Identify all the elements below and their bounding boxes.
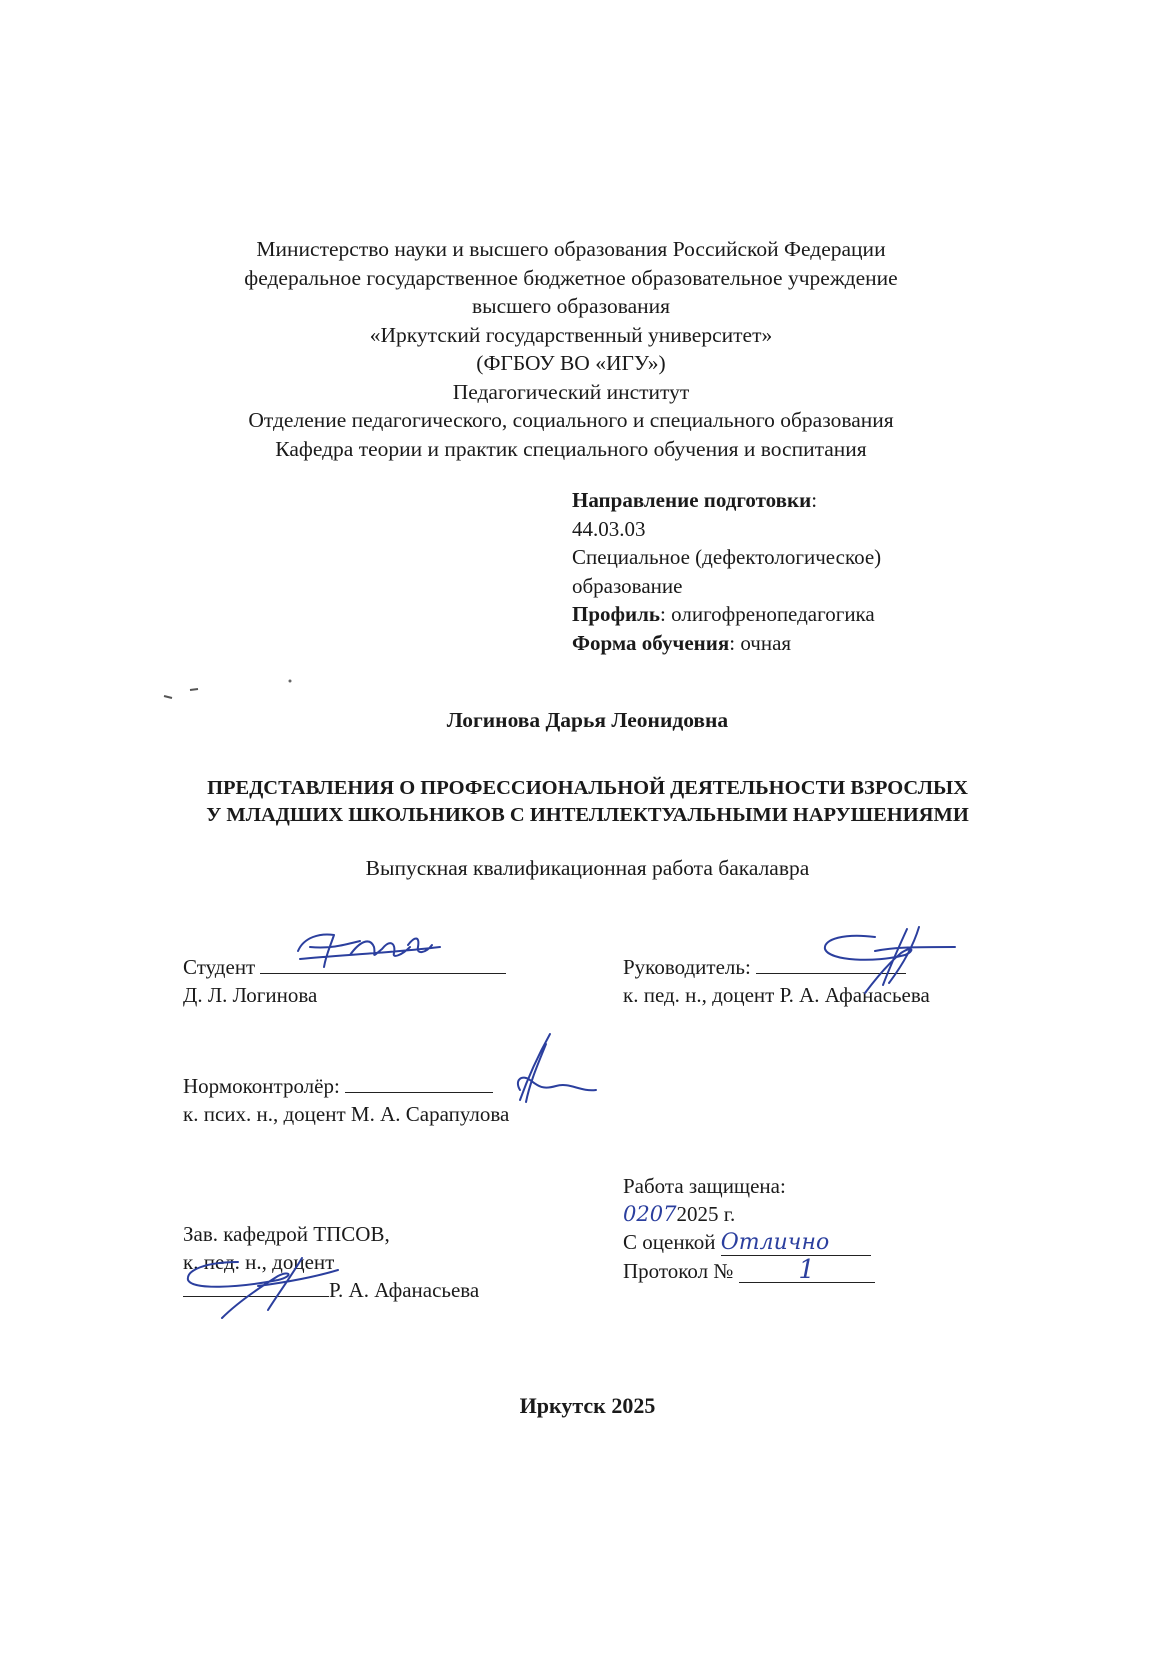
student-label: Студент (183, 955, 256, 979)
header-line: федеральное государственное бюджетное образовательное учреждение (244, 265, 898, 290)
student-name: Д. Л. Логинова (183, 983, 318, 1007)
defense-date-month: 07 (649, 1202, 677, 1226)
scan-specks (160, 672, 300, 702)
institution-header (150, 235, 992, 463)
grade-value: Отлично (721, 1231, 871, 1256)
header-line: Министерство науки и высшего образования Российской Федерации (256, 237, 886, 261)
grade-label: С оценкой (623, 1230, 716, 1254)
direction-code: 44.03.03 (572, 516, 646, 541)
normcontrol-label: Нормоконтролёр: (183, 1074, 340, 1098)
signature-blank (345, 1072, 493, 1093)
supervisor-name: к. пед. н., доцент Р. А. Афанасьева (623, 983, 930, 1007)
protocol-number: 1 (739, 1258, 875, 1283)
header-line: Кафедра теории и практик специального обучения и воспитания (275, 436, 867, 461)
defense-protocol (623, 1257, 875, 1285)
header-line: «Иркутский государственный университет» (369, 322, 773, 347)
head-title-line2: к. пед. н., доцент (183, 1250, 335, 1274)
work-type: Выпускная квалификационная работа бакалавра (365, 856, 810, 880)
protocol-label: Протокол № (623, 1259, 734, 1283)
supervisor-signature (815, 925, 975, 1000)
direction-block: Направление подготовки: 44.03.03 Специальное (дефектологическое) образование Профиль: олигофренопедагогика Форма обучения: очная (572, 488, 882, 655)
study-form-label: Форма обучения (572, 630, 730, 655)
header-line: (ФГБОУ ВО «ИГУ») (476, 351, 666, 375)
thesis-title (0, 775, 1175, 829)
header-line: Отделение педагогического, социального и специального образования (248, 408, 894, 432)
direction-name-line2: образование (572, 573, 683, 598)
city-year: Иркутск 2025 (519, 1393, 656, 1418)
thesis-title-line1: ПРЕДСТАВЛЕНИЯ О ПРОФЕССИОНАЛЬНОЙ ДЕЯТЕЛЬНОСТИ ВЗРОСЛЫХ (207, 777, 968, 799)
direction-name-line1: Специальное (дефектологическое) (572, 545, 882, 569)
head-name: Р. А. Афанасьева (329, 1278, 480, 1302)
study-form-value: очная (740, 630, 792, 655)
header-line: высшего образования (471, 294, 671, 318)
normcontrol-name: к. псих. н., доцент М. А. Сарапулова (183, 1102, 510, 1126)
supervisor-label: Руководитель: (623, 955, 751, 979)
profile-label: Профиль (572, 602, 661, 626)
defense-date-day: 02 (623, 1202, 650, 1226)
direction-label: Направление подготовки (572, 488, 812, 512)
normcontrol-signature-line (183, 1072, 493, 1100)
student-signature (290, 925, 460, 975)
head-signature (178, 1252, 348, 1322)
defense-grade (623, 1228, 871, 1256)
head-title-line1: Зав. кафедрой ТПСОВ, (183, 1222, 390, 1246)
defense-label: Работа защищена: (623, 1174, 786, 1198)
defense-date (623, 1200, 735, 1228)
thesis-title-line2: У МЛАДШИХ ШКОЛЬНИКОВ С ИНТЕЛЛЕКТУАЛЬНЫМИ НАРУШЕНИЯМИ (206, 804, 969, 826)
profile-value: олигофренопедагогика (671, 602, 875, 626)
header-line: Педагогический институт (452, 379, 690, 404)
normcontrol-signature (490, 1030, 610, 1115)
author-name: Логинова Дарья Леонидовна (446, 708, 729, 732)
defense-date-year: 2025 г. (676, 1202, 736, 1226)
